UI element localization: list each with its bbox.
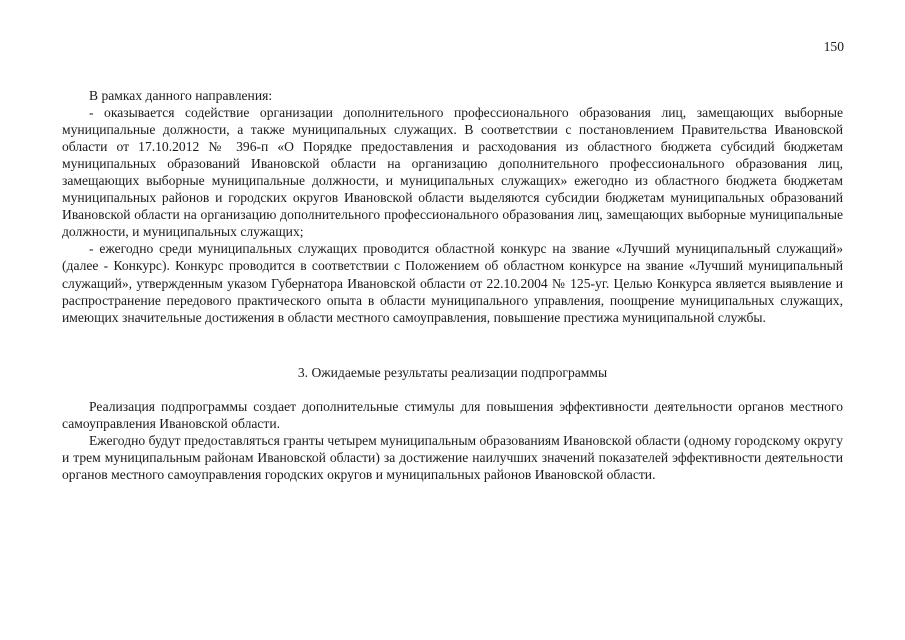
section-1-body xyxy=(62,87,843,326)
section-1-item-contest: - ежегодно среди муниципальных служащих проводится областной конкурс на звание «Лучший муниципальный служащий» (далее - Конкурс). Конкурс проводится в соответствии с Положением об областном конкурсе на звание «Лучший муниципальный служащий», утвержденным указом Губернатора Ивановской области от 22.10.2004 № 125-уг. Целью Конкурса является выявление и распространение передового практического опыта в области муниципального управления, поощрение муниципальных служащих, имеющих значительные достижения в области местного самоуправления, повышение престижа муниципальной службы. xyxy=(62,241,843,325)
page-number: 150 xyxy=(823,39,844,54)
section-1-item-professional-education: - оказывается содействие организации дополнительного профессионального образования лиц, замещающих выборные муниципальные должности, а также муниципальных служащих. В соответствии с постановлением Правительства Ивановской области от 17.10.2012 № 396-п «О Порядке предоставления и расходования из областного бюджета субсидий бюджетам муниципальных образований Ивановской области на организацию дополнительного профессионального образования лиц, замещающих выборные муниципальные должности, и муниципальных служащих» ежегодно из областного бюджета бюджетам муниципальных районов и городских округов Ивановской области выделяются субсидии бюджетам муниципальных образований Ивановской области на организацию дополнительного профессионального образования лиц, замещающих выборные муниципальные должности, и муниципальных служащих; xyxy=(62,105,843,240)
section-2-paragraph-grants: Ежегодно будут предоставляться гранты четырем муниципальным образованиям Ивановской области (одному городскому округу и трем муниципальным районам Ивановской области) за достижение наилучших значений показателей эффективности деятельности органов местного самоуправления городских округов и муниципальных районов Ивановской области. xyxy=(62,433,844,483)
section-heading: 3. Ожидаемые результаты реализации подпрограммы xyxy=(297,365,608,380)
section-2-body xyxy=(62,398,843,483)
section-1-intro: В рамках данного направления: xyxy=(89,88,273,103)
section-2-paragraph-stimuli: Реализация подпрограммы создает дополнительные стимулы для повышения эффективности деятельности органов местного самоуправления Ивановской области. xyxy=(62,399,843,432)
